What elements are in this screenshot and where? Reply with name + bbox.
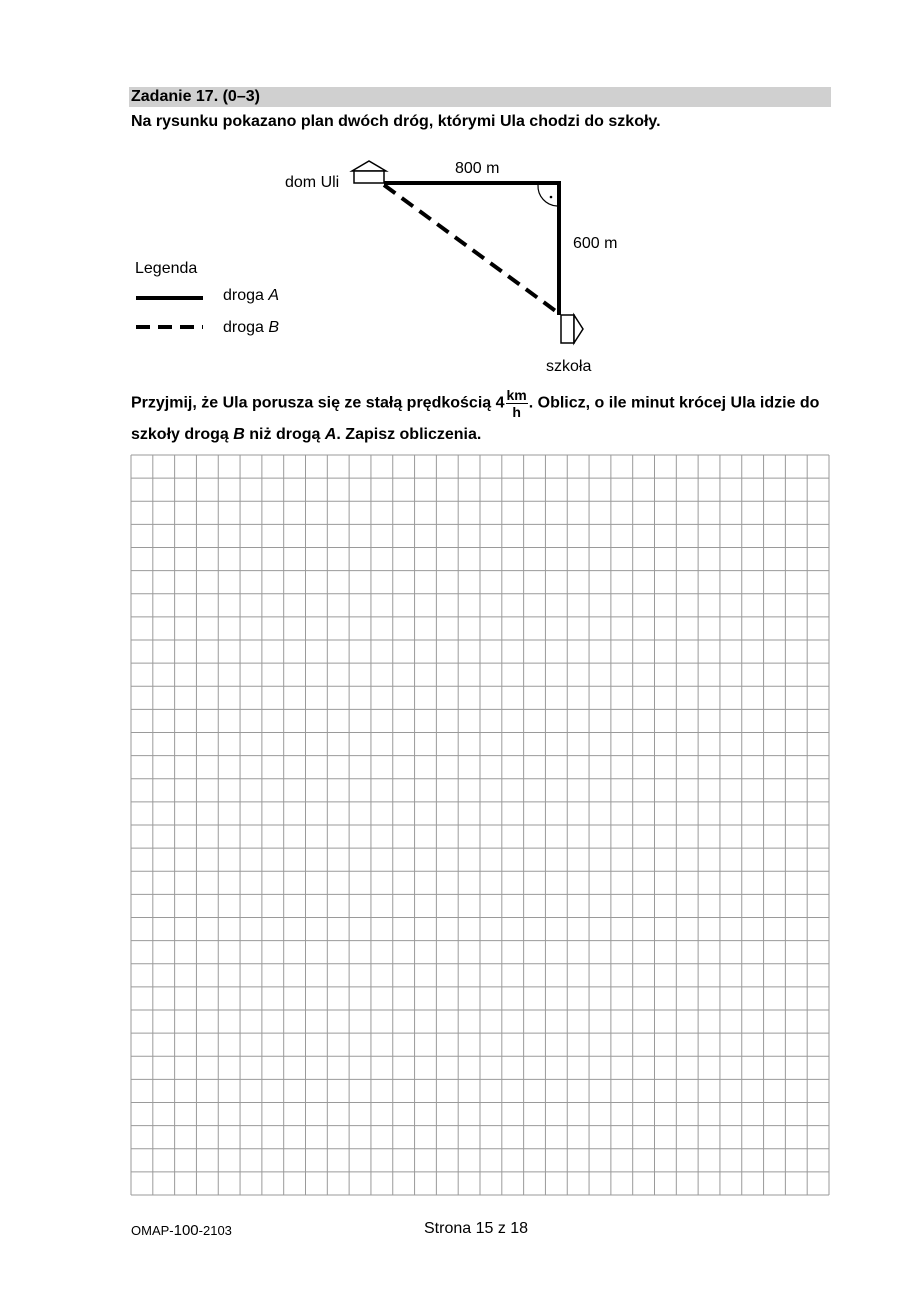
road-b-line: [384, 185, 557, 312]
route-diagram: [0, 0, 915, 400]
school-icon: [561, 315, 583, 343]
page-number: Strona 15 z 18: [424, 1220, 529, 1237]
school-label: szkoła: [546, 358, 592, 375]
legend-road-b-label: droga B: [223, 319, 280, 336]
task-title: Zadanie 17. (0–3): [131, 88, 260, 105]
speed-unit-fraction: $\frac{km}{h}$: [506, 387, 527, 420]
exam-code: OMAP-100-2103: [131, 1222, 232, 1239]
intro-text: Na rysunku pokazano plan dwóch dróg, którymi Ula chodzi do szkoły.: [131, 113, 661, 130]
house-icon: [352, 161, 386, 183]
legend-title: Legenda: [135, 260, 198, 277]
side-distance-label: 600 m: [573, 235, 618, 252]
right-angle-icon: [538, 185, 557, 206]
question-text: Przyjmij, że Ula porusza się ze stałą prędkością 4 $\frac{km}{h}$ . Oblicz, o ile minut krócej Ula idzie do szkoły drogą B niż drogą A. Zapisz obliczenia.: [131, 387, 820, 443]
answer-grid[interactable]: [130, 454, 830, 1196]
home-label: dom Uli: [285, 174, 340, 191]
legend-road-a-label: droga A: [223, 287, 280, 304]
top-distance-label: 800 m: [455, 160, 500, 177]
